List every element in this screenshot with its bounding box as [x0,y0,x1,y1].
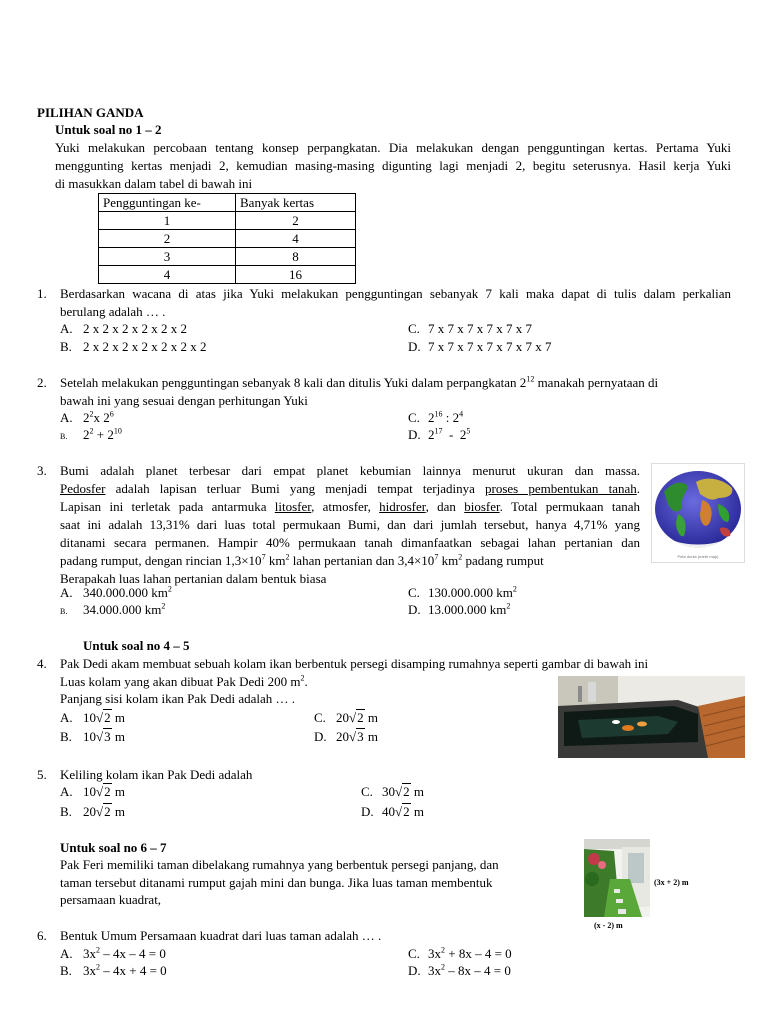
option-b[interactable] [60,601,166,621]
option-label: B. [60,339,72,354]
coefficient: 20 [336,710,349,725]
term-link: hidrosfer [379,499,426,514]
sqrt-symbol: √2 [349,710,364,725]
table-row [99,266,356,284]
base: 2 [459,427,467,442]
radicand: 2 [104,710,111,725]
option-label: B. [60,729,72,744]
sqrt-symbol: √2 [96,804,111,819]
question-5-text: Keliling kolam ikan Pak Dedi adalah [60,767,253,782]
table-header: Banyak kertas [236,194,356,212]
exponent: 2 [512,584,517,594]
sqrt-symbol: √2 [395,784,410,799]
exponent: 2 [161,601,166,611]
paper-cutting-table [98,193,356,284]
option-label: A. [60,585,73,600]
passage-line [60,480,640,498]
question-number: 2. [37,375,47,390]
term: 3x [428,946,441,961]
passage-line: Bumi adalah planet terbesar dari empat planet kebumian lainnya menurut ukuran dan massa. [60,463,640,478]
base: 2 [107,427,114,442]
text-run: padang rumput [462,553,544,568]
option-label: C. [408,410,420,425]
operator: : [445,410,450,425]
exponent: 5 [466,426,471,436]
garden-icon [584,839,650,917]
term-link: Pedosfer [60,481,106,496]
pond-icon [558,676,745,758]
radicand: 2 [104,784,111,799]
option-b[interactable] [60,728,126,746]
coefficient: 20 [83,804,96,819]
sqrt-symbol: √3 [96,729,111,744]
option-label: A. [60,946,73,961]
unit: m [111,784,126,799]
term: 3x [83,963,96,978]
option-label: D. [408,602,421,617]
option-b[interactable] [60,338,207,356]
option-c[interactable] [314,709,379,727]
exponent: 12 [526,374,535,384]
exponent: 2 [506,601,511,611]
group3-passage: persamaan kuadrat, [60,892,162,907]
option-label: D. [408,963,421,978]
option-label: A. [60,710,73,725]
question-6-text: Bentuk Umum Persamaan kuadrat dari luas taman adalah … . [60,928,382,943]
table-cell: 3 [99,248,236,266]
option-c[interactable] [408,409,464,427]
option-c[interactable] [408,584,517,602]
text-run: manakah pernyataan di [534,375,659,390]
question-4-text: Pak Dedi akam membuat sebuah kolam ikan berbentuk persegi disamping rumahnya seperti gambar di bawah ini [60,656,649,671]
exponent: 2 [89,426,94,436]
operator: + [96,427,105,442]
base: 2 [83,410,90,425]
question-number: 5. [37,767,47,782]
garden-side-label: (3x + 2) m [654,878,689,887]
term: 3x [428,963,441,978]
base: 2 [428,427,435,442]
earth-globe-image [651,463,745,563]
option-d[interactable] [408,426,471,444]
option-label: B. [60,963,72,978]
exponent: 2 [441,962,445,972]
term-link: biosfer [464,499,500,514]
sqrt-symbol: √2 [96,784,111,799]
passage-line [60,552,640,570]
option-label: D. [408,339,421,354]
group3-passage: Pak Feri memiliki taman dibelakang rumahnya yang berbentuk persegi panjang, dan [60,857,499,872]
unit: m [111,710,126,725]
question-2-text: bawah ini yang sesuai dengan perhitungan Yuki [60,393,308,408]
table-row [99,230,356,248]
exponent: 7 [261,552,266,562]
question-3-passage [60,462,640,588]
passage-line [60,498,640,516]
group-title-6-7: Untuk soal no 6 – 7 [60,840,167,855]
radicand: 2 [403,804,410,819]
option-label: B. [60,607,68,616]
option-label: B. [60,804,72,819]
option-label: C. [408,946,420,961]
term-link: proses pembentukan tanah [485,481,637,496]
text-run: Setelah melakukan pengguntingan sebanyak 8 kali dan ditulis Yuki dalam perpangkatan 2 [60,375,527,390]
term: 3x [83,946,96,961]
term-link: litosfer [274,499,312,514]
table-cell: 16 [236,266,356,284]
passage-line: di masukkan dalam tabel di bawah ini [55,176,253,191]
option-a[interactable] [60,783,126,801]
unit: m [410,784,425,799]
option-label: C. [408,585,420,600]
exponent: 2 [96,962,100,972]
coefficient: 20 [336,729,349,744]
radicand: 3 [357,729,364,744]
exponent: 7 [434,552,439,562]
option-a[interactable] [60,584,172,602]
group1-passage [55,139,731,193]
globe-icon [652,464,744,562]
term: – 4x – 4 = 0 [100,946,166,961]
text-run: padang rumput, dengan rincian 1,3×10 [60,553,262,568]
group-title-4-5: Untuk soal no 4 – 5 [83,638,190,653]
exponent: 16 [434,409,443,419]
question-2-text [60,374,658,392]
exponent: 2 [441,945,445,955]
unit: m [111,804,126,819]
option-a[interactable] [60,409,114,427]
term: – 4x + 4 = 0 [100,963,167,978]
option-d[interactable] [408,601,511,619]
question-4-text [60,673,308,691]
text-run: lahan pertanian dan 3,4×10 [289,553,435,568]
option-d[interactable] [408,338,552,356]
exponent: 2 [89,409,94,419]
exponent: 2 [96,945,100,955]
exponent: 2 [167,584,172,594]
option-a[interactable] [60,945,166,963]
radicand: 2 [357,710,364,725]
option-label: D. [361,804,374,819]
option-label: A. [60,321,73,336]
section-heading: PILIHAN GANDA [37,105,144,120]
table-cell: 4 [236,230,356,248]
exponent: 2 [285,552,290,562]
table-cell: 2 [99,230,236,248]
option-a[interactable] [60,709,126,727]
exponent: 10 [113,426,122,436]
question-number: 6. [37,928,47,943]
operator: - [449,427,454,442]
question-number: 3. [37,463,47,478]
option-b[interactable] [60,426,122,446]
text-run: adalah lapisan terluar Bumi yang menjadi tempat terjadinya [105,481,486,496]
base: 2 [452,410,460,425]
option-d[interactable] [408,962,511,980]
option-text: 340.000.000 km [83,585,168,600]
term: + 8x – 4 = 0 [445,946,512,961]
table-header-row [99,194,356,212]
exponent: 6 [109,409,114,419]
table-header: Pengguntingan ke- [99,194,236,212]
option-label: D. [408,427,421,442]
unit: m [410,804,425,819]
question-1-text: Berdasarkan wacana di atas jika Yuki melakukan pengguntingan sebanyak 7 kali maka dapat di tulis dalam perkalian [60,286,731,301]
term: – 8x – 4 = 0 [445,963,511,978]
sqrt-symbol: √2 [96,710,111,725]
coefficient: 40 [382,804,395,819]
option-c[interactable] [408,945,512,963]
table-row [99,248,356,266]
text-run: , dan [425,499,465,514]
group3-passage: taman tersebut ditanami rumput gajah mini dan bunga. Jika luas taman membentuk [60,875,493,890]
passage-line: saat ini adalah 13,31% dari luas total permukaan Bumi, dan dari jumlah tersebut, hanya 4,71% yang [60,517,640,532]
passage-line: menggunting kertas menjadi 2, kemudian masing-masing digunting lagi menjadi 2, begitu seterusnya. Hasil kerja Yuki [55,158,731,173]
option-text: 7 x 7 x 7 x 7 x 7 x 7 x 7 [428,339,552,354]
exponent: 17 [434,426,443,436]
garden-bottom-label: (x - 2) m [594,921,623,930]
coefficient: 30 [382,784,395,799]
base: 2 [428,410,435,425]
sqrt-symbol: √2 [395,804,410,819]
option-d[interactable] [314,728,379,746]
text-run: Lapisan ini terletak pada antarmuka [60,499,275,514]
table-cell: 2 [236,212,356,230]
option-label: A. [60,410,73,425]
passage-line: Berapakah luas lahan pertanian dalam bentuk biasa [60,571,327,586]
option-text: 2 x 2 x 2 x 2 x 2 x 2 [83,321,187,336]
base: 2 [83,427,90,442]
globe-caption: Peta dunia (earth map) [677,554,719,559]
option-text: 2 x 2 x 2 x 2 x 2 x 2 x 2 [83,339,207,354]
radicand: 2 [403,784,410,799]
text-run: . [304,674,308,689]
table-cell: 4 [99,266,236,284]
question-number: 4. [37,656,47,671]
option-text: 13.000.000 km [428,602,507,617]
option-b[interactable] [60,962,167,980]
text-run: . Total permukaan tanah [499,499,640,514]
exponent: 2 [300,673,305,683]
garden-image [584,839,650,917]
coefficient: 10 [83,729,96,744]
text-run: km [438,553,459,568]
option-d[interactable] [361,803,425,821]
unit: m [111,729,126,744]
text-run: Luas kolam yang akan dibuat Pak Dedi 200 m [60,674,301,689]
option-label: D. [314,729,327,744]
option-b[interactable] [60,803,126,821]
sqrt-symbol: √3 [349,729,364,744]
option-label: C. [314,710,326,725]
group-title-1-2: Untuk soal no 1 – 2 [55,122,162,137]
question-1-text: berulang adalah … . [60,304,166,319]
text-run: km [265,553,286,568]
unit: m [364,710,379,725]
table-row [99,212,356,230]
question-4-text: Panjang sisi kolam ikan Pak Dedi adalah … . [60,691,296,706]
exponent: 2 [458,552,463,562]
question-number: 1. [37,286,47,301]
radicand: 2 [104,804,111,819]
passage-line: Yuki melakukan percobaan tentang konsep perpangkatan. Dia melakukan dengan pengguntingan kertas. Pertama Yuki [55,140,731,155]
option-c[interactable] [361,783,425,801]
option-label: A. [60,784,73,799]
option-label: C. [361,784,373,799]
coefficient: 10 [83,784,96,799]
operator: x [93,410,100,425]
option-label: C. [408,321,420,336]
table-cell: 1 [99,212,236,230]
text-run: , atmosfer, [311,499,380,514]
text-run: . [636,481,640,496]
table-cell: 8 [236,248,356,266]
option-text: 34.000.000 km [83,602,162,617]
option-a[interactable] [60,320,187,338]
coefficient: 10 [83,710,96,725]
exponent: 4 [459,409,464,419]
option-text: 130.000.000 km [428,585,513,600]
option-text: 7 x 7 x 7 x 7 x 7 x 7 [428,321,532,336]
fish-pond-image [558,676,745,758]
passage-line: ditanami secara permanen. Hampir 40% permukaan tanah dimanfaatkan sebagai lahan pertanian dan [60,535,640,550]
option-c[interactable] [408,320,532,338]
base: 2 [103,410,110,425]
unit: m [364,729,379,744]
option-label: B. [60,432,68,441]
radicand: 3 [104,729,111,744]
